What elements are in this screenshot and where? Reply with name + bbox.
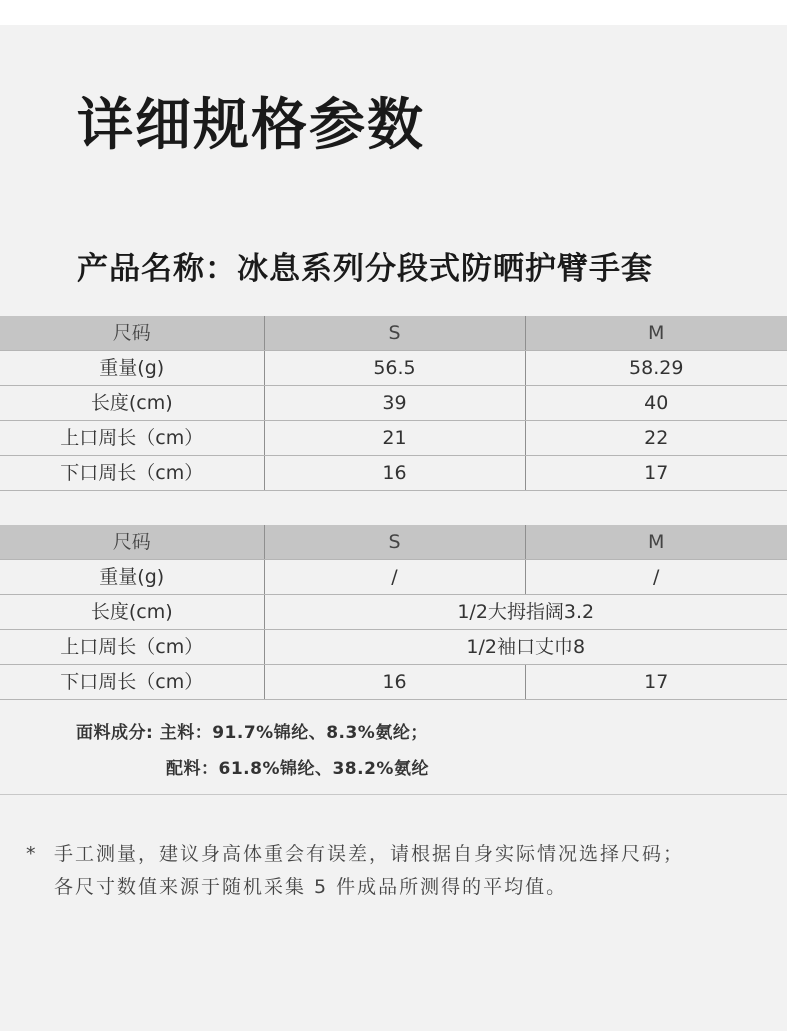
cell-s: / <box>264 560 525 595</box>
cell-s: 16 <box>264 456 525 491</box>
cell-m: 40 <box>525 386 787 421</box>
size-table-2 <box>0 525 787 700</box>
measurement-note-line1 <box>26 838 684 870</box>
page-title: 详细规格参数 <box>77 93 425 158</box>
cell-s: 39 <box>264 386 525 421</box>
table-header-row <box>0 316 787 351</box>
table-row <box>0 630 787 665</box>
table-row <box>0 665 787 700</box>
table-row <box>0 386 787 421</box>
cell-merged: 1/2袖口丈巾8 <box>264 630 787 665</box>
size-table-1 <box>0 316 787 491</box>
table-row <box>0 560 787 595</box>
cell-m: / <box>525 560 787 595</box>
table-row <box>0 421 787 456</box>
row-label: 下口周长（cm） <box>0 665 264 700</box>
fabric-composition-sub: 配料：61.8%锦纶、38.2%氨纶 <box>166 759 429 779</box>
row-label: 长度(cm) <box>0 386 264 421</box>
cell-merged: 1/2大拇指阔3.2 <box>264 595 787 630</box>
header-cell-s: S <box>264 525 525 560</box>
row-label: 重量(g) <box>0 560 264 595</box>
table-row <box>0 456 787 491</box>
cell-s: 21 <box>264 421 525 456</box>
row-label: 下口周长（cm） <box>0 456 264 491</box>
header-cell-size: 尺码 <box>0 316 264 351</box>
cell-m: 17 <box>525 456 787 491</box>
table-header-row <box>0 525 787 560</box>
cell-m: 58.29 <box>525 351 787 386</box>
table-row <box>0 595 787 630</box>
row-label: 上口周长（cm） <box>0 421 264 456</box>
row-label: 上口周长（cm） <box>0 630 264 665</box>
table-row <box>0 351 787 386</box>
header-cell-m: M <box>525 525 787 560</box>
product-name: 产品名称：冰息系列分段式防晒护臂手套 <box>77 251 653 287</box>
row-label: 长度(cm) <box>0 595 264 630</box>
divider <box>0 794 787 795</box>
header-cell-m: M <box>525 316 787 351</box>
header-cell-s: S <box>264 316 525 351</box>
cell-m: 22 <box>525 421 787 456</box>
cell-s: 16 <box>264 665 525 700</box>
cell-m: 17 <box>525 665 787 700</box>
asterisk-marker: * <box>26 843 38 865</box>
note-text-1: 手工测量，建议身高体重会有误差，请根据自身实际情况选择尺码； <box>54 843 685 865</box>
header-cell-size: 尺码 <box>0 525 264 560</box>
fabric-composition-main: 面料成分: 主料：91.7%锦纶、8.3%氨纶； <box>76 723 428 743</box>
row-label: 重量(g) <box>0 351 264 386</box>
cell-s: 56.5 <box>264 351 525 386</box>
measurement-note-line2: 各尺寸数值来源于随机采集 5 件成品所测得的平均值。 <box>54 876 568 898</box>
